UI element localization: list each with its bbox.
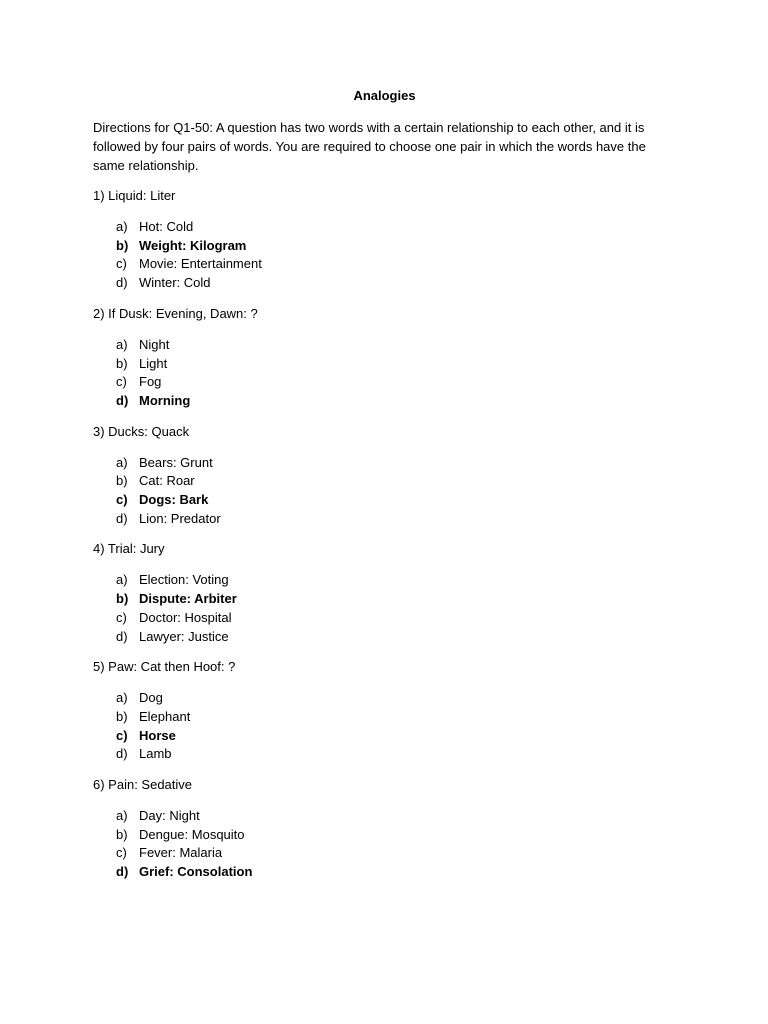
option-letter: b) — [116, 355, 128, 371]
option-item — [116, 689, 668, 708]
option-item — [116, 373, 668, 392]
option-text: Lamb — [139, 746, 172, 762]
option-item-correct — [116, 392, 668, 411]
option-letter: a) — [116, 454, 128, 470]
question-text: 2) If Dusk: Evening, Dawn: ? — [93, 305, 258, 321]
option-text: Dengue: Mosquito — [139, 826, 245, 842]
question-block — [93, 423, 668, 529]
option-item-correct — [116, 590, 668, 609]
option-text: Cat: Roar — [139, 473, 195, 489]
option-letter: d) — [116, 392, 129, 408]
option-item — [116, 807, 668, 826]
option-item-correct — [116, 727, 668, 746]
option-text: Dog — [139, 690, 163, 706]
option-item — [116, 628, 668, 647]
option-text: Doctor: Hospital — [139, 609, 232, 625]
option-item — [116, 745, 668, 764]
option-text: Night — [139, 336, 170, 352]
option-letter: c) — [116, 845, 127, 861]
document-title: Analogies — [353, 88, 416, 103]
option-letter: c) — [116, 727, 128, 743]
directions-paragraph: Directions for Q1-50: A question has two words with a certain relationship to each other, and it is followed by four pairs of words. You are required to choose one pair in which the words have the same relationship. — [93, 120, 646, 173]
question-text: 3) Ducks: Quack — [93, 423, 190, 439]
option-item — [116, 609, 668, 628]
option-text: Grief: Consolation — [139, 864, 253, 880]
option-letter: d) — [116, 275, 128, 291]
option-item — [116, 336, 668, 355]
option-text: Day: Night — [139, 808, 200, 824]
option-text: Hot: Cold — [139, 219, 194, 234]
option-text: Fever: Malaria — [139, 845, 223, 861]
option-letter: b) — [116, 473, 128, 489]
question-block — [93, 540, 668, 646]
option-text: Lion: Predator — [139, 510, 221, 526]
option-list — [93, 807, 668, 882]
option-item — [116, 826, 668, 845]
option-item-correct — [116, 863, 668, 882]
option-letter: c) — [116, 374, 127, 390]
question-text: 6) Pain: Sedative — [93, 777, 193, 793]
option-item — [116, 510, 668, 529]
option-item — [116, 472, 668, 491]
option-letter: a) — [116, 808, 128, 824]
option-text: Dogs: Bark — [139, 492, 209, 508]
option-item — [116, 218, 668, 237]
option-text: Elephant — [139, 708, 191, 724]
option-item-correct — [116, 491, 668, 510]
question-list — [93, 187, 668, 882]
option-letter: b) — [116, 591, 129, 607]
option-text: Bears: Grunt — [139, 454, 213, 470]
option-text: Movie: Entertainment — [139, 256, 262, 272]
option-letter: a) — [116, 690, 128, 706]
option-letter: a) — [116, 219, 128, 234]
option-letter: c) — [116, 609, 127, 625]
question-text: 4) Trial: Jury — [93, 541, 165, 557]
option-letter: b) — [116, 237, 129, 253]
option-item — [116, 454, 668, 473]
option-text: Horse — [139, 727, 176, 743]
option-list — [93, 454, 668, 529]
option-text: Lawyer: Justice — [139, 628, 229, 644]
option-list — [93, 336, 668, 411]
option-item-correct — [116, 237, 668, 256]
option-letter: a) — [116, 336, 128, 352]
option-item — [116, 274, 668, 293]
option-letter: d) — [116, 864, 129, 880]
question-block — [93, 187, 668, 293]
option-text: Dispute: Arbiter — [139, 591, 237, 607]
option-text: Winter: Cold — [139, 275, 211, 291]
question-block — [93, 305, 668, 411]
option-list — [93, 571, 668, 646]
option-item — [116, 708, 668, 727]
option-item — [116, 255, 668, 274]
question-text: 5) Paw: Cat then Hoof: ? — [93, 659, 236, 675]
question-block — [93, 776, 668, 882]
question-block — [93, 658, 668, 764]
option-item — [116, 355, 668, 374]
option-item — [116, 844, 668, 863]
question-text: 1) Liquid: Liter — [93, 188, 176, 203]
option-text: Morning — [139, 392, 191, 408]
option-letter: b) — [116, 708, 128, 724]
option-letter: a) — [116, 572, 128, 588]
option-letter: b) — [116, 826, 128, 842]
option-text: Fog — [139, 374, 162, 390]
option-text: Election: Voting — [139, 572, 229, 588]
option-text: Light — [139, 355, 168, 371]
option-text: Weight: Kilogram — [139, 237, 247, 253]
option-list — [93, 689, 668, 764]
option-letter: c) — [116, 256, 127, 272]
option-item — [116, 571, 668, 590]
option-letter: d) — [116, 628, 128, 644]
option-list — [93, 218, 668, 293]
option-letter: c) — [116, 492, 128, 508]
option-letter: d) — [116, 510, 128, 526]
option-letter: d) — [116, 746, 128, 762]
